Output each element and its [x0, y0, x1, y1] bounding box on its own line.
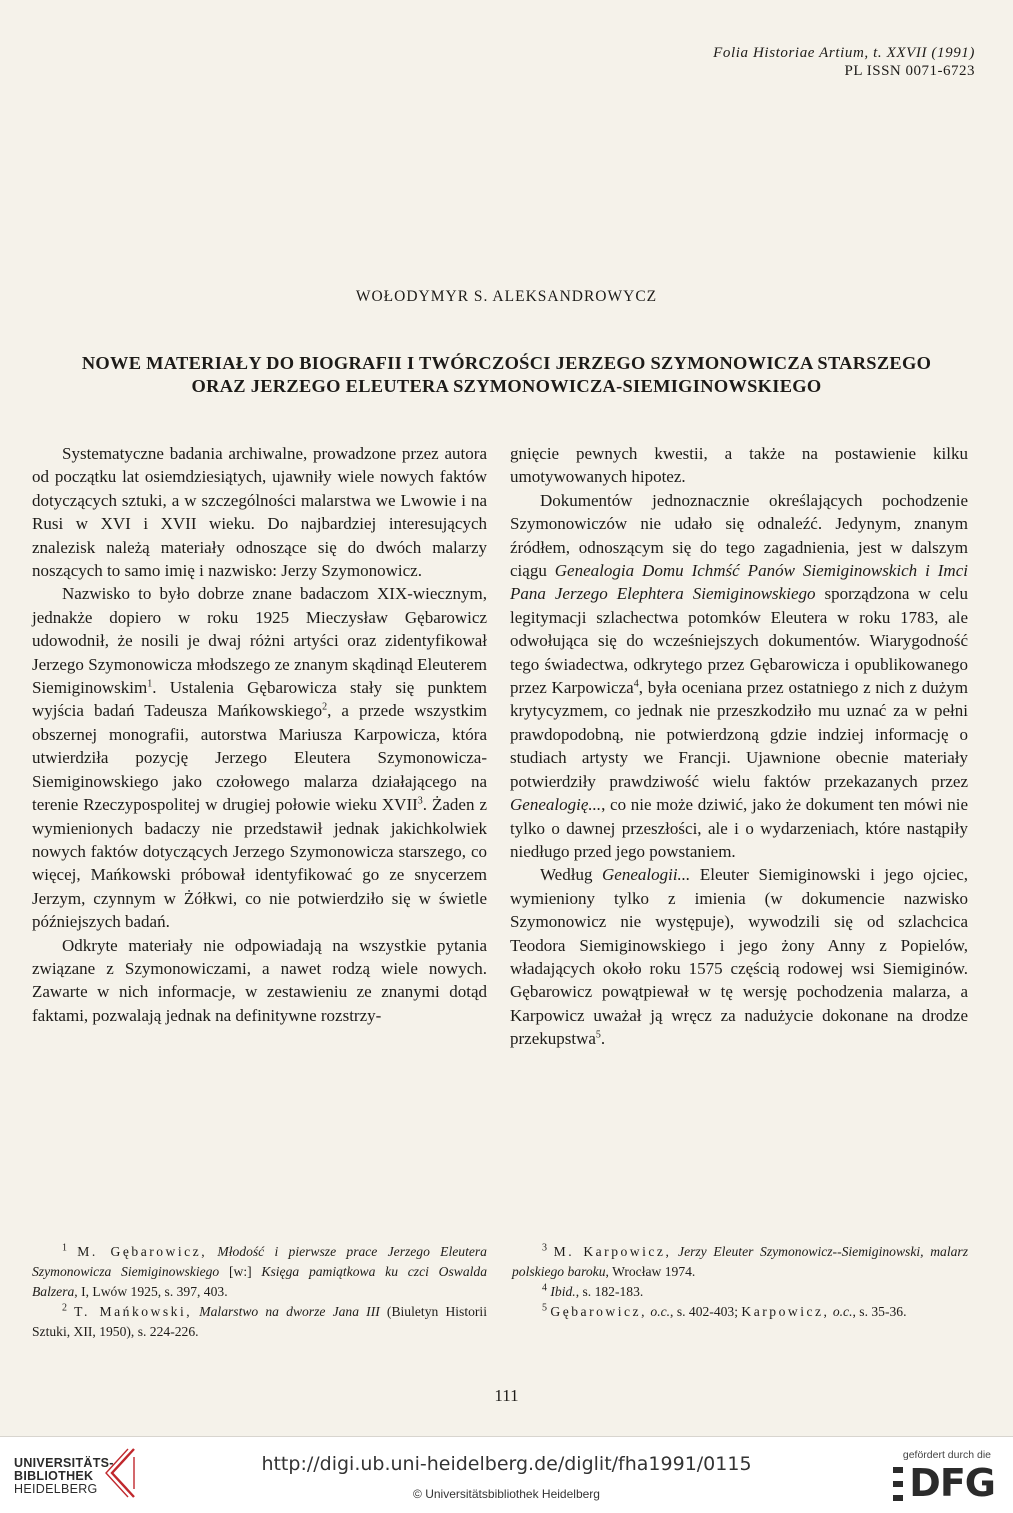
footnote-ref: 2 — [322, 701, 328, 713]
library-logo-text: UNIVERSITÄTS- BIBLIOTHEK HEIDELBERG — [14, 1456, 114, 1496]
footnote: $^4$ Ibid., s. 182-183. — [542, 1282, 644, 1299]
paragraph: Systematyczne badania archiwalne, prowadzone przez autora od początku lat osiemdziesiątych, ujawniły wiele nowych faktów dotyczących sztuki, a w szczególności malarstwa we Lwowie i na Rusi w XVI i XVII wieku. Do najbardziej interesujących znalezisk należą materiały odnoszące się do dwóch malarzy noszących to samo imię i nazwisko: Jerzy Szymonowicz. — [32, 444, 487, 581]
body-column-left — [32, 442, 487, 1027]
article-author: WOŁODYMYR S. ALEKSANDROWYCZ — [355, 288, 658, 305]
footnotes-left — [32, 1242, 487, 1342]
article-title — [30, 352, 983, 398]
journal-header — [713, 44, 975, 80]
paragraph: Dokumentów jednoznacznie określających pochodzenie Szymonowiczów nie udało się odnaleźć. Jedynym, znanym źródłem, odnoszącym się do tego zagadnienia, jest w dalszym ciągu Genealogia Domu Ichmść Panów Siemiginowskich i Imci Pana Jerzego Elephtera Siemiginowskiego sporządzona w celu legitymacji szlachectwa potomków Eleutera w roku 1783, ale odwołująca się do wcześniejszych dokumentów. Wiarygodność tego świadectwa, odkrytego przez Gębarowicza i opublikowanego przez Karpowicza$^4$, była oceniana przez ostatniego z nich z dużym krytycyzmem, co jednak nie przeszkodziło mu uznać za w pełni prawdopodobną, nie potwierdzoną gdzie indziej informację o studiach artysty we Francji. Ujawnione obecnie materiały potwierdziły prawdziwość wielu faktów przekazanych przez Genealogię..., co nie może dziwić, jako że dokument ten mówi nie tylko o dawnej przeszłości, ale i o wydarzeniach, które nastąpiły niedługo przed jego powstaniem. — [510, 490, 968, 861]
footnote: $^5$ Gębarowicz, o.c., s. 402-403; Karpowicz, o.c., s. 35-36. — [542, 1302, 907, 1319]
paragraph: Odkryte materiały nie odpowiadają na wszystkie pytania związane z Szymonowiczami, a nawet rodzą wiele nowych. Zawarte w nich informacje, w zestawieniu ze znanymi dotąd faktami, pozwalają jednak na definitywne rozstrzy- — [32, 935, 487, 1025]
funding-label: gefördert durch die — [902, 1449, 991, 1461]
footnote-ref: 3 — [417, 795, 423, 807]
footnote: $^3$ M. Karpowicz, Jerzy Eleuter Szymonowicz--Siemiginowski, malarz polskiego baroku, Wrocław 1974. — [512, 1242, 968, 1279]
title-line-1: NOWE MATERIAŁY DO BIOGRAFII I TWÓRCZOŚCI JERZEGO SZYMONOWICZA STARSZEGO — [81, 353, 932, 373]
copyright-notice: © Universitätsbibliothek Heidelberg — [413, 1487, 600, 1501]
footnote-ref: 1 — [147, 678, 153, 690]
footnote: $^2$ T. Mańkowski, Malarstwo na dworze Jana III (Biuletyn Historii Sztuki, XII, 1950), s. 224-226. — [32, 1302, 487, 1339]
issn: PL ISSN 0071-6723 — [844, 63, 975, 79]
dfg-logo: DFG — [909, 1461, 995, 1505]
footnote-ref: 5 — [595, 1029, 601, 1041]
paragraph: Nazwisko to było dobrze znane badaczom XIX-wiecznym, jednakże dopiero w roku 1925 Mieczysław Gębarowicz udowodnił, że nosili je dwaj różni artyści oraz zidentyfikował Jerzego Szymonowicza młodszego ze znanym skądinąd Eleuterem Siemiginowskim$^1$. Ustalenia Gębarowicza stały się punktem wyjścia badań Tadeusza Mańkowskiego$^2$, a przede wszystkim obszernej monografii, autorstwa Mariusza Karpowicza, która utwierdziła pozycję Jerzego Eleutera Szymonowicza-Siemiginowskiego jako czołowego malarza działającego na terenie Rzeczypospolitej w drugiej połowie wieku XVII$^3$. Żaden z wymienionych badaczy nie przedstawił jednak jakichkolwiek nowych faktów dotyczących Jerzego Szymonowicza starszego, co więcej, Mańkowski próbował identyfikować go ze snycerzem Jerzym, czynnym w Żółkwi, co nie potwierdziło się w świetle późniejszych badań. — [32, 584, 487, 932]
journal-title: Folia Historiae Artium, t. XXVII (1991) — [713, 45, 975, 61]
permalink-url[interactable]: http://digi.ub.uni-heidelberg.de/diglit/fha1991/0115 — [261, 1453, 752, 1475]
footnote: $^1$ M. Gębarowicz, Młodość i pierwsze prace Jerzego Eleutera Szymonowicza Siemiginowskiego [w:] Księga pamiątkowa ku czci Oswalda Balzera, I, Lwów 1925, s. 397, 403. — [32, 1242, 488, 1299]
paragraph: gnięcie pewnych kwestii, a także na postawienie kilku umotywowanych hipotez. — [510, 444, 968, 487]
dfg-logo-bars-icon — [893, 1467, 903, 1501]
body-column-right — [510, 442, 968, 1051]
viewer-footer — [0, 1436, 1013, 1513]
title-line-2: ORAZ JERZEGO ELEUTERA SZYMONOWICZA-SIEMIGINOWSKIEGO — [191, 376, 822, 396]
footnotes-right — [512, 1242, 968, 1322]
footnote-ref: 4 — [633, 678, 639, 690]
paragraph: Według Genealogii... Eleuter Siemiginowski i jego ojciec, wymieniony tylko z imienia (w dokumencie nazwisko Szymonowicz nie występuje), wywodzili się od szlachcica Teodora Siemiginowskiego i jego żony Anny z Popielów, władających około roku 1575 częścią rodowej wsi Siemiginów. Gębarowicz powątpiewał w tę wersję pochodzenia malarza, a Karpowicz uważał ją wręcz za nadużycie dokonane na drodze przekupstwa$^5$. — [510, 865, 969, 1049]
page-number: 111 — [494, 1386, 519, 1405]
